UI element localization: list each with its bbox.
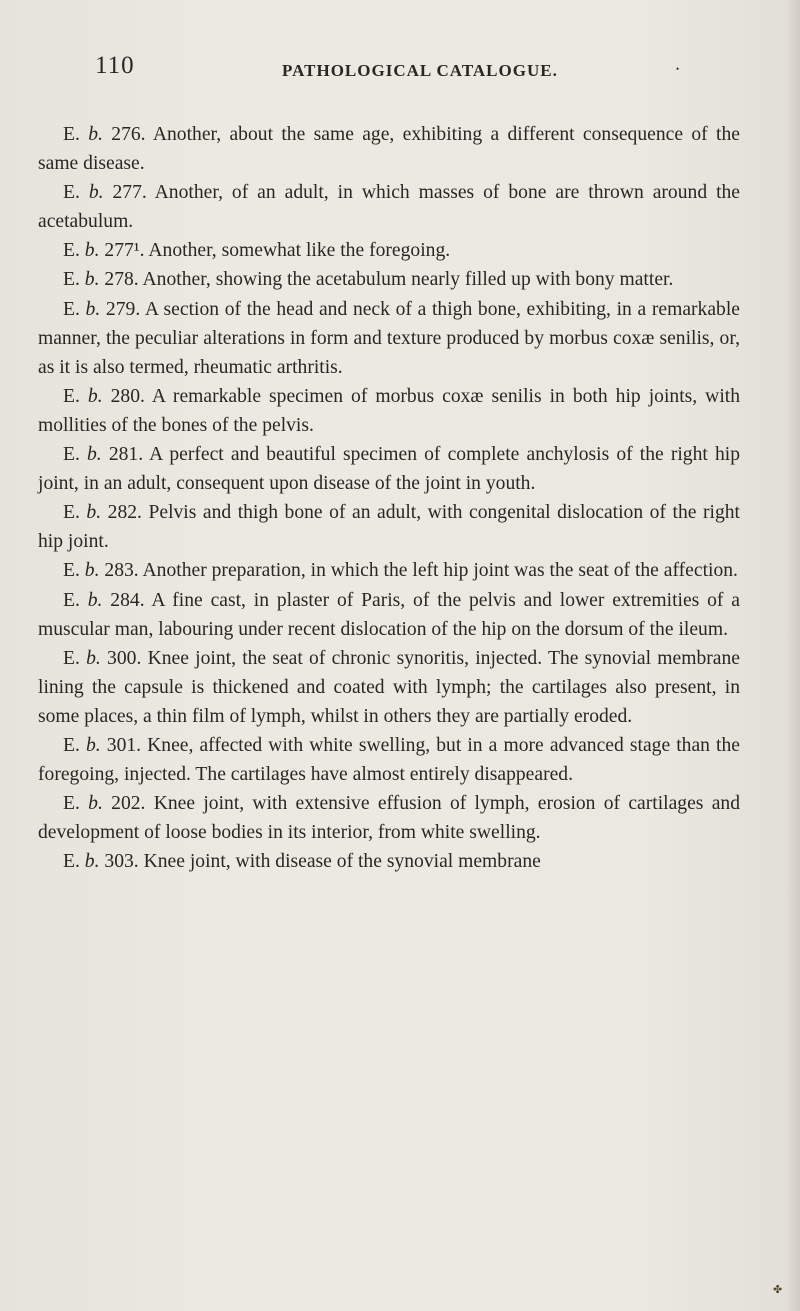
catalogue-entry (38, 382, 740, 440)
entry-number: 282. (107, 502, 142, 524)
entry-text: Pelvis and thigh bone of an adult, with congenital dislocation of the right hip joint. (38, 502, 740, 553)
entry-prefix: E. (63, 269, 80, 291)
entry-prefix: E. (63, 444, 80, 466)
entry-text: Another, showing the acetabulum nearly filled up with bony matter. (142, 269, 674, 291)
entry-number: 303. (104, 851, 139, 873)
catalogue-entry (38, 178, 740, 236)
entry-number: 300. (107, 647, 142, 669)
entry-text: A fine cast, in plaster of Paris, of the pelvis and lower extremities of a muscular man, labouring under recent dislocation of the hip on the dorsum of the ileum. (38, 589, 740, 640)
entry-number: 301. (106, 734, 142, 756)
entry-number: 277¹. (104, 240, 145, 262)
entry-number: 276. (111, 124, 146, 145)
catalogue-entry (38, 440, 740, 498)
entry-prefix: E. (63, 182, 80, 204)
entry-prefix: E. (63, 793, 80, 815)
catalogue-entry (38, 644, 740, 731)
entry-series: b. (85, 734, 101, 756)
catalogue-entry (38, 498, 740, 556)
entry-number: 279. (105, 298, 141, 320)
catalogue-text (38, 120, 740, 876)
catalogue-entry (38, 120, 740, 178)
entry-prefix: E. (63, 560, 80, 582)
entry-prefix: E. (63, 298, 80, 320)
entry-series: b. (88, 793, 103, 815)
entry-series: b. (86, 502, 102, 524)
entry-series: b. (85, 298, 101, 320)
entry-text: Another preparation, in which the left hip joint was the seat of the affection. (142, 560, 738, 582)
entry-prefix: E. (63, 502, 80, 524)
catalogue-entry (38, 586, 740, 644)
entry-text: Another, somewhat like the foregoing. (148, 240, 451, 262)
entry-series: b. (84, 851, 100, 873)
catalogue-entry (38, 295, 740, 382)
entry-number: 283. (104, 560, 139, 582)
entry-series: b. (88, 182, 104, 204)
entry-number: 284. (110, 589, 145, 611)
entry-prefix: E. (63, 589, 80, 611)
catalogue-entry (38, 265, 740, 294)
entry-text: Another, about the same age, exhibiting a different consequence of the same disease. (38, 124, 740, 175)
entry-number: 280. (110, 385, 145, 407)
entry-prefix: E. (63, 734, 80, 756)
entry-text: Another, of an adult, in which masses of bone are thrown around the acetabulum. (38, 182, 741, 233)
entry-prefix: E. (63, 385, 80, 407)
catalogue-entry (38, 847, 740, 876)
entry-text: Knee joint, with extensive effusion of lymph, erosion of cartilages and development of loose bodies in its interior, from white swelling. (38, 793, 740, 844)
entry-prefix: E. (63, 240, 80, 262)
catalogue-entry (38, 236, 740, 265)
corner-mark: ✤ (773, 1284, 783, 1296)
entry-number: 202. (111, 793, 146, 815)
page-number: 110 (95, 52, 135, 79)
entry-series: b. (88, 124, 103, 145)
entry-prefix: E. (63, 124, 80, 145)
entry-number: 277. (112, 182, 147, 204)
header-ornament: • (676, 64, 680, 74)
entry-number: 278. (104, 269, 139, 291)
catalogue-entry (38, 731, 740, 789)
page-header (0, 52, 800, 92)
entry-prefix: E. (63, 647, 80, 669)
entry-text: A section of the head and neck of a thigh bone, exhibiting, in a remarkable manner, the peculiar alterations in form and texture produced by morbus coxæ senilis, or, as it is also termed, rheumatic arthritis. (38, 298, 740, 378)
entry-series: b. (86, 647, 101, 669)
entry-text: A remarkable specimen of morbus coxæ senilis in both hip joints, with mollities of the bones of the pelvis. (38, 385, 741, 436)
entry-series: b. (84, 240, 100, 262)
entry-series: b. (87, 589, 103, 611)
running-title: PATHOLOGICAL CATALOGUE. (282, 61, 558, 80)
entry-text: Knee joint, with disease of the synovial membrane (143, 851, 541, 873)
entry-text: A perfect and beautiful specimen of complete anchylosis of the right hip joint, in an adult, consequent upon disease of the joint in youth. (38, 444, 740, 495)
entry-series: b. (84, 269, 100, 291)
entry-series: b. (87, 385, 103, 407)
page-edge-shadow (786, 0, 800, 1311)
entry-text: Knee, affected with white swelling, but in a more advanced stage than the foregoing, injected. The cartilages have almost entirely disappeared. (38, 734, 740, 786)
catalogue-entry (38, 556, 740, 585)
entry-text: Knee joint, the seat of chronic synoritis, injected. The synovial membrane lining the capsule is thickened and coated with lymph; the cartilages also present, in some places, a thin film of lymph, whilst in others they are partially eroded. (38, 647, 740, 727)
entry-prefix: E. (63, 851, 80, 873)
entry-series: b. (87, 444, 102, 466)
entry-number: 281. (108, 444, 144, 466)
entry-series: b. (84, 560, 100, 582)
catalogue-entry (38, 789, 740, 847)
